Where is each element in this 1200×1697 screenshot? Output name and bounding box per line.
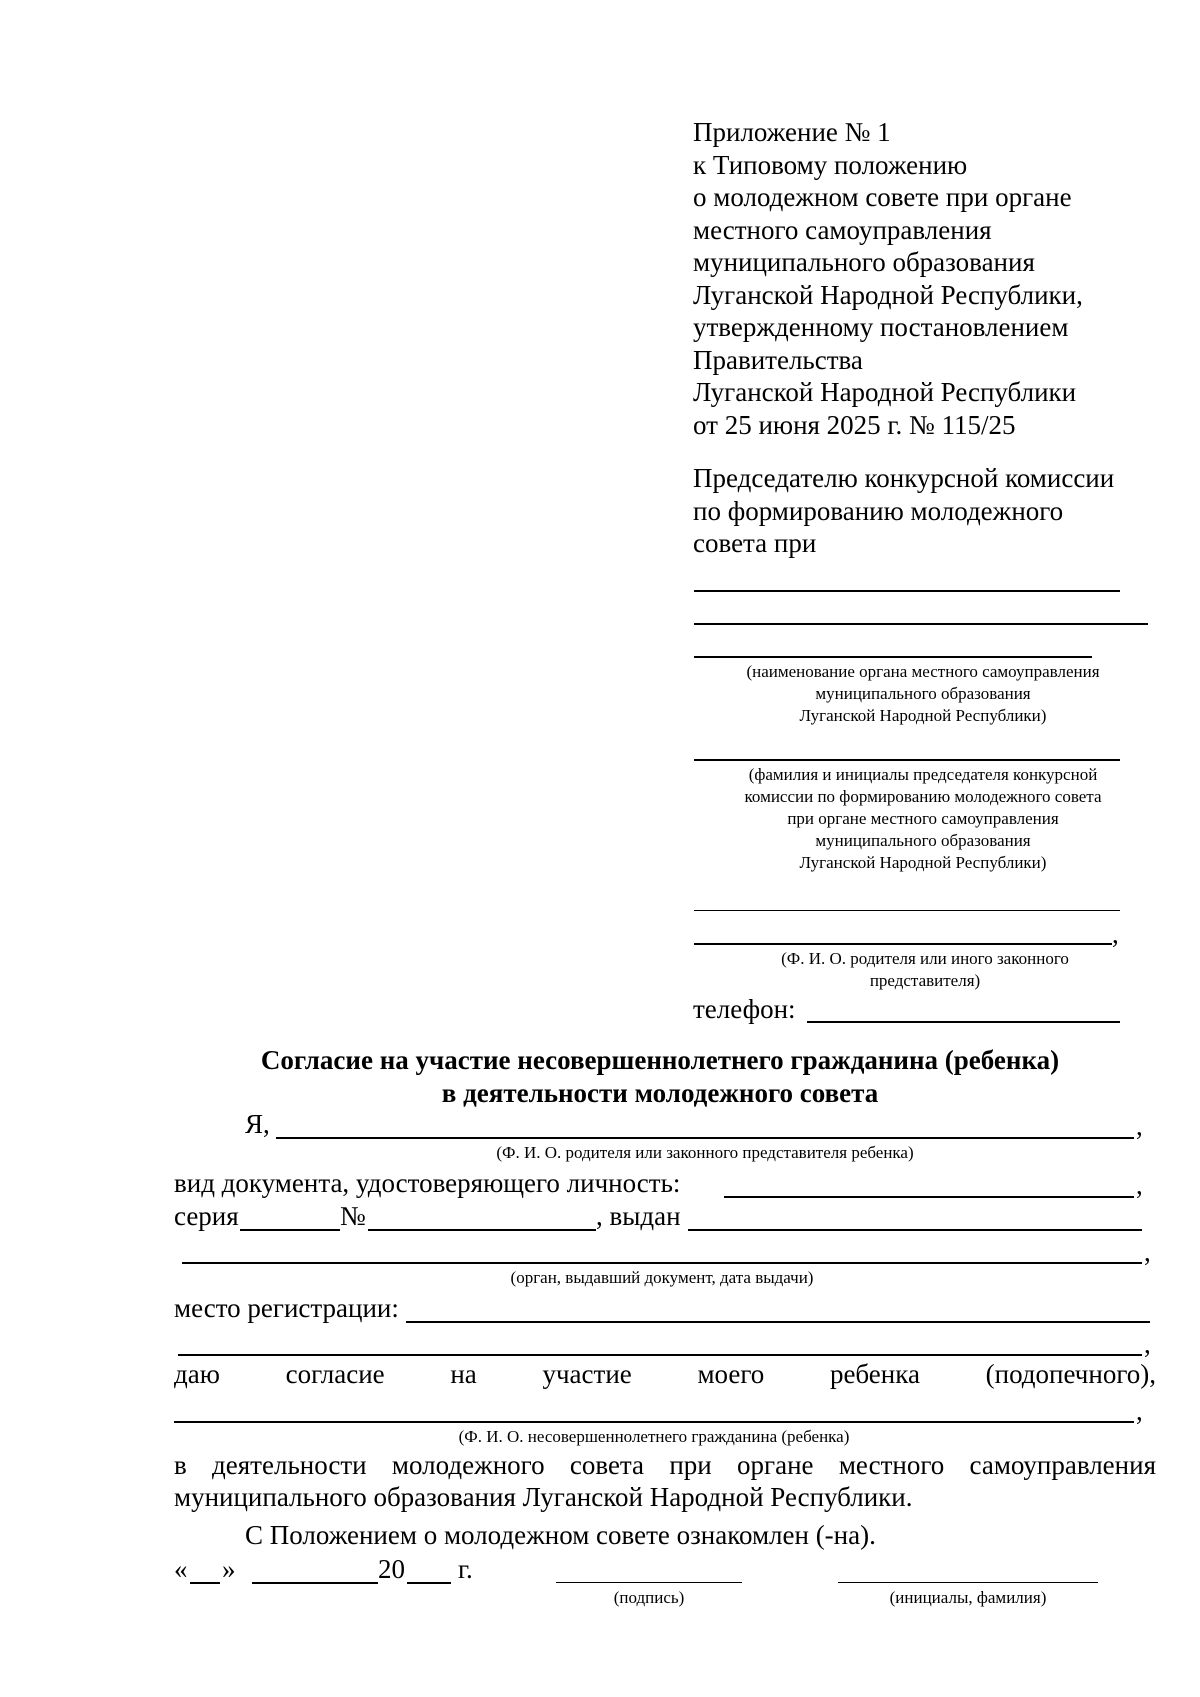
activity-line: в деятельности молодежного совета при органе местного самоуправления: [174, 1450, 1156, 1480]
chair-name-line[interactable]: [694, 759, 1120, 761]
appendix-line: Приложение № 1: [693, 117, 891, 147]
appendix-header: [693, 116, 1083, 441]
org-name-line-2[interactable]: [694, 623, 1148, 625]
signature-caption: (подпись): [613, 1588, 685, 1607]
issued-line[interactable]: [688, 1229, 1142, 1231]
appendix-line: Правительства: [693, 344, 863, 375]
child-fio-line[interactable]: [174, 1421, 1134, 1423]
doc-type-label: вид документа, удостоверяющего личность:: [174, 1168, 681, 1198]
parent-name-line-1[interactable]: [694, 910, 1120, 911]
registration-line-2[interactable]: [178, 1354, 1142, 1356]
addressee-line: Председателю конкурсной комиссии: [693, 463, 1115, 493]
activity-line-2: муниципального образования Луганской Народной Республики.: [174, 1482, 913, 1512]
registration-line-1[interactable]: [406, 1321, 1150, 1323]
document-subtitle: в деятельности молодежного совета: [441, 1078, 879, 1108]
registration-label: место регистрации:: [174, 1293, 399, 1323]
chair-caption: (фамилия и инициалы председателя конкурсной комиссии по формированию молодежного совета при органе местного самоуправления муниципального образования Луганской Народной Республики): [744, 765, 1102, 872]
comma: ,: [1144, 1237, 1151, 1267]
appendix-line: местного самоуправления: [693, 214, 992, 245]
comma: ,: [1144, 1329, 1151, 1359]
acquainted-statement: С Положением о молодежном совете ознакомлен (-на).: [245, 1520, 876, 1550]
year-suffix: г.: [458, 1554, 473, 1584]
date-day-line[interactable]: [190, 1582, 220, 1584]
issuer-line[interactable]: [182, 1262, 1142, 1264]
date-month-line[interactable]: [252, 1582, 378, 1584]
appendix-line: утвержденному постановлением: [693, 312, 1069, 342]
comma: ,: [1136, 1396, 1143, 1426]
child-fio-caption: (Ф. И. О. несовершеннолетнего гражданина (ребенка): [458, 1427, 850, 1446]
appendix-line: к Типовому положению: [693, 149, 968, 180]
phone-label: телефон:: [693, 994, 796, 1024]
signature-line[interactable]: [556, 1582, 742, 1583]
phone-field-line[interactable]: [807, 1021, 1120, 1023]
ya-label: Я,: [245, 1109, 270, 1139]
number-label: №: [340, 1201, 366, 1231]
issuer-caption: (орган, выдавший документ, дата выдачи): [510, 1268, 814, 1287]
document-title: Согласие на участие несовершеннолетнего гражданина (ребенка): [260, 1045, 1060, 1075]
comma: ,: [1136, 1170, 1143, 1200]
org-name-line-1[interactable]: [694, 590, 1120, 592]
org-caption: (наименование органа местного самоуправления муниципального образования Луганской Народной Республики): [746, 662, 1100, 725]
addressee-block: [693, 462, 1114, 560]
issued-label: , выдан: [596, 1201, 681, 1231]
parent-name-line-2[interactable]: [694, 943, 1112, 945]
appendix-line: о молодежном совете при органе: [693, 182, 1072, 212]
comma: ,: [1112, 919, 1119, 949]
series-label: серия: [174, 1201, 239, 1231]
initials-line[interactable]: [838, 1582, 1098, 1583]
parent-fio-caption: (Ф. И. О. родителя или законного представителя ребенка): [496, 1143, 914, 1162]
date-quote-open: «: [174, 1554, 188, 1584]
addressee-line: совета при: [693, 528, 817, 558]
series-line[interactable]: [240, 1229, 340, 1231]
org-name-line-3[interactable]: [694, 656, 1092, 658]
parent-fio-line[interactable]: [276, 1137, 1134, 1139]
comma: ,: [1136, 1111, 1143, 1141]
addressee-line: по формированию молодежного: [693, 495, 1064, 526]
appendix-line: от 25 июня 2025 г. № 115/25: [693, 409, 1016, 440]
appendix-line: Луганской Народной Республики,: [693, 279, 1083, 310]
parent-caption: (Ф. И. О. родителя или иного законного представителя): [781, 949, 1069, 990]
number-line[interactable]: [368, 1229, 596, 1231]
year-prefix: 20: [378, 1554, 405, 1584]
appendix-line: муниципального образования: [693, 247, 1035, 277]
consent-line: даю согласие на участие моего ребенка (подопечного),: [174, 1359, 1156, 1389]
doc-type-line[interactable]: [724, 1196, 1134, 1198]
date-year-line[interactable]: [407, 1582, 451, 1584]
date-quote-close: »: [222, 1554, 236, 1584]
appendix-line: Луганской Народной Республики: [693, 377, 1077, 407]
initials-caption: (инициалы, фамилия): [889, 1588, 1047, 1607]
